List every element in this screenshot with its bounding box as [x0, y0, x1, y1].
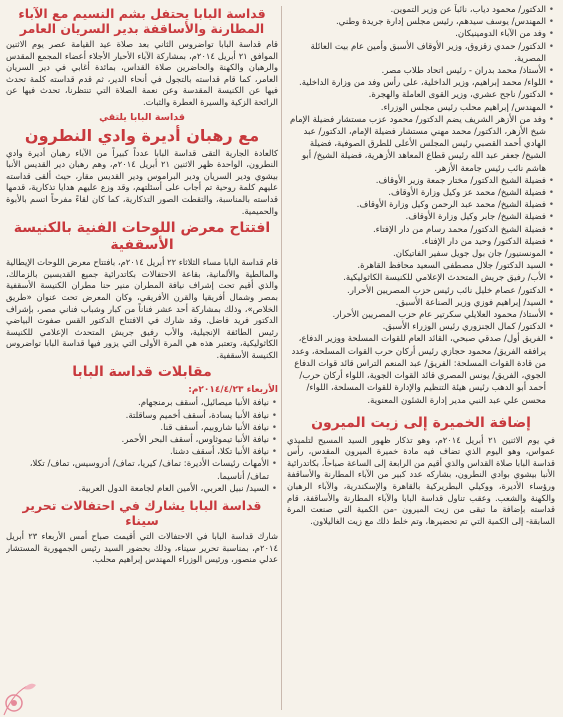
article-meetings	[6, 364, 278, 495]
guest-list-item: • فضيلة الشيخ الدكتور/ مختار جمعة وزير الأوقاف.	[287, 175, 555, 187]
meeting-list-item: • نيافة الأنبا يسادة، أسقف أخميم وساقلتة.	[6, 410, 278, 422]
guest-list-item: • وفد من الأزهر الشريف يضم الدكتور/ محمود عزب مستشار فضيلة الإمام شيخ الأزهر، الدكتور/ محمد مهني مستشار فضيلة الإمام، الدكتور/ عبد الهادي أحمد القصبي رئيس المجلس الأعلى للطرق الصوفية، فضيلة الشيخ/ جعفر عبد الله رئيس قطاع المعاهد الأزهرية، فضيلة الشيخ/ أبو هاشم نائب رئيس جامعة الأزهر.	[287, 114, 555, 175]
guest-list-item: • المهندس/ إبراهيم محلب رئيس مجلس الوزراء.	[287, 102, 555, 114]
article-easter	[6, 6, 278, 109]
guest-list-item: • فضيلة الشيخ/ محمد عبد الرحمن وكيل وزارة الأوقاف.	[287, 199, 555, 211]
guest-list-item: • الفريق أول/ صدقي صبحي، القائد العام للقوات المسلحة ووزير الدفاع، يرافقه الفريق/ محمود حجازي رئيس أركان حرب القوات المسلحة، وعدد من قادة القوات المسلحة: الفريق/ عبد المنعم التراس قائد قوات الدفاع الجوي، الفريق/ يونس المصري قائد القوات الجوية، اللواء أركان حرب/ أحمد أبو الدهب رئيس هيئة التنظيم والإدارة للقوات المسلحة، اللواء/ محسن علي عبد النبي مدير إدارة الشئون المعنوية.	[287, 333, 555, 406]
guest-list-item: • المونسنيور/ جان بول جويل سفير الفاتيكان.	[287, 248, 555, 260]
meeting-list-item: • الأمهات رئيسات الأديرة: تماف/ كيريا، تماف/ أدروسيس، تماف/ تكلا، تماف/ أناسيما.	[6, 458, 278, 482]
article-bread-body: في يوم الاثنين ٢١ أبريل ٢٠١٤م، وهو تذكار ظهور السيد المسيح لتلميذي عمواس، وهو اليوم الذي تضاف فيه مادة خميرة الميرون المقدس، رأس قداسة البابا صلاة القداس والذي أقيم من الرابعة إلى الساعة صباحاً، بكاتدرائية الأنبا بيشوي بوادي النطرون، بشاركه عدد كبير من الآباء المطارنة والأساقفة ورؤساء الأديرة، ووكيلي البطريركية بالقاهرة والإسكندرية، والآباء الرهبان والكهنة والشعب. وعقب تناول قداسة البابا والآباء المطارنة والأساقفة، قام قداسته بإضافة ما تبقى من زيت الميرون -من الكمية التي صنعت المرة السابقة- إلى الكمية التي تم تحضيرها، وتم خلط ذلك مع زيت الغاليلاون.	[287, 434, 555, 526]
right-column	[287, 4, 555, 714]
article-bread-title: إضافة الخميرة إلى زيت الميرون	[311, 414, 531, 431]
article-monks-body: كالعادة الجارية التقى قداسة البابا عدداً كبيراً من الآباء رهبان أديرة وادي النطرون، الواحدة ظهر الاثنين ٢١ أبريل ٢٠١٤م، وهم رهبان دير القديس الأنبا بيشوي ودير السريان ودير البراموس ودير القديس مقار، حيث ألقى قداسته عليهم كلمة روحية تم أجاب على أسئلتهم، وقد وزع عليهم هدايا تذكارية، قدمها قداسته بالمناسبة، والتقطت الصور التذكارية، كما كان لقاءً مفرحاً اتسم بالأبوة والحميمية.	[6, 147, 278, 216]
guest-list-item: • فضيلة الشيخ الدكتور/ محمد رسام من دار الإفتاء.	[287, 224, 555, 236]
meetings-list	[6, 397, 278, 495]
guest-list-item: • السيد/ إبراهيم فوزي وزير الصناعة الأسبق.	[287, 297, 555, 309]
guest-list-item: • الدكتور/ حمدي زقزوق، وزير الأوقاف الأسبق وأمين عام بيت العائلة المصرية.	[287, 41, 555, 65]
article-meetings-title: مقابلات قداسة البابا	[72, 364, 212, 381]
guest-list-item: • الدكتور/ ناجح عشري، وزير القوى العاملة والهجرة.	[287, 89, 555, 101]
guest-list-item: • الدكتور/ محمود دياب، نائباً عن وزير التموين.	[287, 4, 555, 16]
guest-list-item: • فضيلة الشيخ/ محمد عز وكيل وزارة الأوقاف.	[287, 187, 555, 199]
column-divider	[281, 6, 282, 710]
article-sinai-title: قداسة البابا يشارك في احتفالات تحرير سيناء	[22, 498, 262, 529]
guest-list-item: • وفد من الآباء الدومينيكان.	[287, 28, 555, 40]
guest-list-item: • السيد الدكتور/ جلال مصطفى السعيد محافظ القاهرة.	[287, 260, 555, 272]
guest-list-item: • الدكتور/ كمال الجنزوري رئيس الوزراء الأسبق.	[287, 321, 555, 333]
meeting-list-item: • نيافة الأنبا تكلا، أسقف دشنا.	[6, 446, 278, 458]
guest-list-item: • الأب/ رفيق جريش المتحدث الإعلامي للكنيسة الكاثوليكية.	[287, 272, 555, 284]
guest-list-item: • اللواء/ محمد إبراهيم، وزير الداخلية، على رأس وفد من وزارة الداخلية.	[287, 77, 555, 89]
meeting-list-item: • نيافة الأنبا ميصائيل، أسقف برمنجهام.	[6, 397, 278, 409]
guest-list-item: • المهندس/ يوسف سيدهم، رئيس مجلس إدارة جريدة وطني.	[287, 16, 555, 28]
article-easter-title: قداسة البابا يحتفل بشم النسيم مع الآباء المطارنة والأساقفة بدير السريان العامر	[18, 6, 266, 36]
article-sinai-body: شارك قداسة البابا في الاحتفالات التي أقيمت صباح أمس الأربعاء ٢٣ أبريل ٢٠١٤م، بمناسبة تحرير سيناء، وذلك بحضور السيد رئيس الجمهورية المستشار عدلي منصور، ورئيس الوزراء المهندس إبراهيم محلب.	[6, 531, 278, 565]
article-monks-kicker: قداسة البابا يلتقي	[99, 111, 185, 123]
guest-list-item: • فضيلة الدكتور/ وحيد من دار الإفتاء.	[287, 236, 555, 248]
article-exhibit	[6, 220, 278, 361]
meeting-list-item: • نيافة الأنبا تيموثاوس، أسقف البحر الأحمر.	[6, 434, 278, 446]
article-sinai	[6, 498, 278, 566]
guests-list	[287, 4, 555, 407]
guest-list-item: • فضيلة الشيخ/ جابر وكيل وزارة الأوقاف.	[287, 211, 555, 223]
article-easter-body: قام قداسة البابا تواضروس الثاني بعد صلاة عيد القيامة عصر يوم الاثنين الموافق ٢١ أبريل ٢٠١٤م، بمشاركة الآباء الأحبار الأجلاء أعضاء المجمع المقدس والرهبان والكهنة والحاضرين صلاة القداس، بمائدة أغابي في دير السريان العامر، كما قام قداسته بالتجول في أنحاء الدير، ثم قدم قداسته كلمة تحدث فيها عن الكنيسة المقدسة وعن نعمة الصلاة التي تنتظرنا، تحدث فيها عن الرائحة الزكية والسيرة العطرة والثبات.	[6, 39, 278, 107]
guest-list-item: • الأستاذ/ محمد بدران - رئيس اتحاد طلاب مصر.	[287, 65, 555, 77]
flower-ornament-icon	[0, 671, 46, 717]
article-exhibit-body: قام قداسة البابا مساء الثلاثاء ٢٢ أبريل ٢٠١٤م، بافتتاح معرض اللوحات الإيطالية والمالطية والألمانية، بقاعة الاحتفالات بكاتدرائية جميع القديسين بالزمالك، والذي أقيم تحت إشراف نيافة المطران منير حنا مطران الكنيسة الأسقفية بمصر وشمال أفريقيا والقرن الأفريقي، وكان المعرض تحت عنوان «طريق الخلاص»، وذلك بمشاركة أحد عشر فناناً من كبار وشباب فناني مصر، بإشراف الدكتور فريد فاضل. وقد شارك في الافتتاح الدكتور القس صفوت البياضي رئيس الطائفة الإنجيلية، والأب رفيق جريش المتحدث الإعلامي للكنيسة الكاثوليكية، وتعتبر هذه هي المرة الأولى التي يزور فيها قداسة البابا تواضروس الكنيسة الأسقفية.	[6, 257, 278, 360]
guest-list-item: • الأستاذ/ محمود العلايلي سكرتير عام حزب المصريين الأحرار.	[287, 309, 555, 321]
article-exhibit-title: افتتاح معرض اللوحات الفنية بالكنيسة الأسقفية	[13, 220, 271, 254]
meeting-list-item: • السيد/ نبيل العربي، الأمين العام لجامعة الدول العربية.	[6, 483, 278, 495]
guest-list-item: • الدكتور/ عصام خليل نائب رئيس حزب المصريين الأحرار.	[287, 285, 555, 297]
article-meetings-date: الأربعاء ٢٠١٤/٤/٢٣م:	[188, 385, 278, 396]
article-monks	[6, 112, 278, 218]
article-bread	[287, 415, 555, 528]
article-monks-title: مع رهبان أديرة وادي النطرون	[24, 125, 260, 145]
meeting-list-item: • نيافة الأنبا شاروبيم، أسقف قنا.	[6, 422, 278, 434]
left-column	[6, 4, 278, 714]
